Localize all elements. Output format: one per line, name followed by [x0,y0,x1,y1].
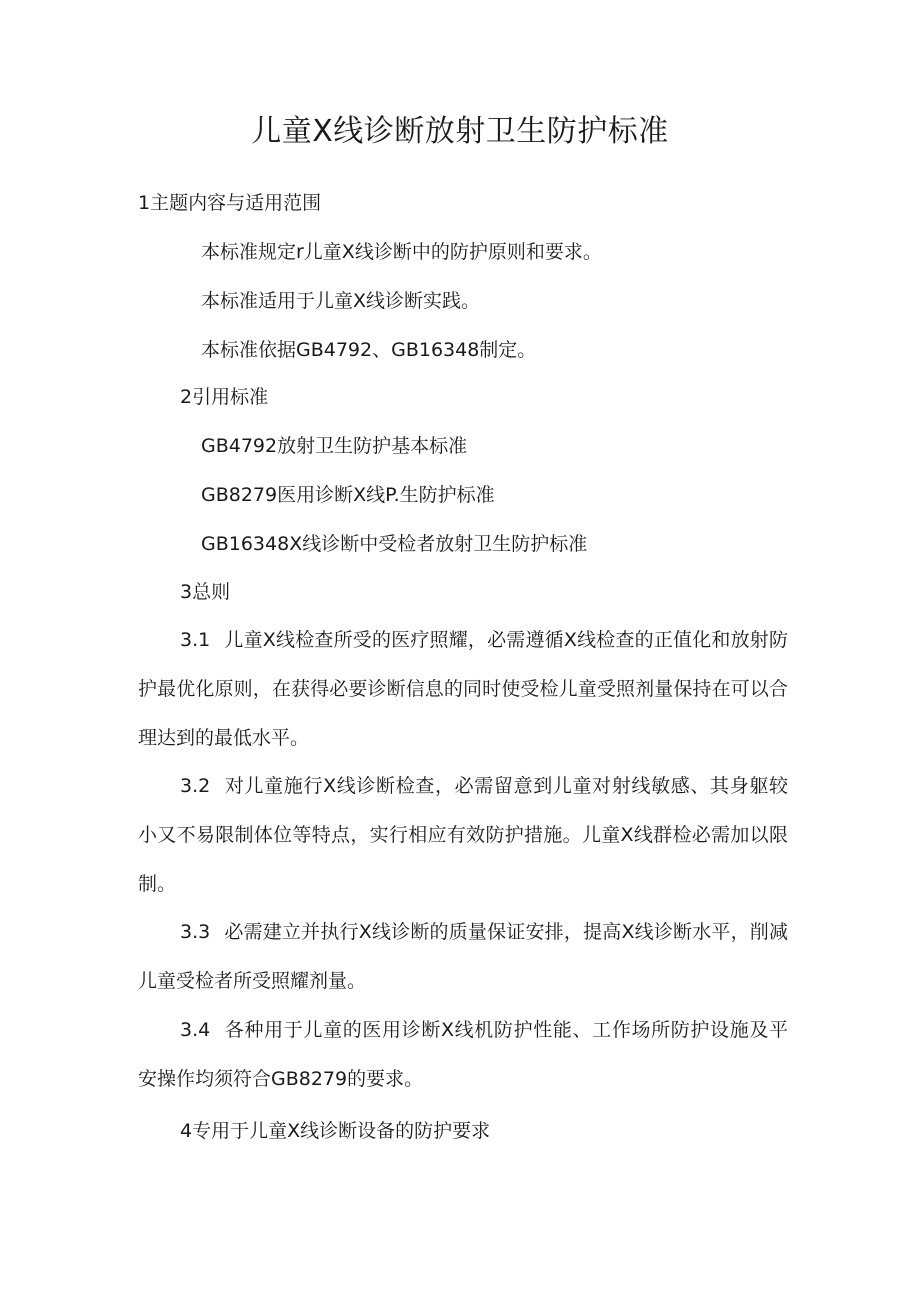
clause-text: 必需建立并执行X线诊断的质量保证安排，提高X线诊断水平，削减儿童受检者所受照耀剂量。 [138,921,788,992]
document-title: 儿童X线诊断放射卫生防护标准 [251,114,669,149]
section-3-heading: 3总则 [180,581,231,603]
clause-number: 3.2 [180,775,211,797]
clause-text: 儿童X线检查所受的医疗照耀，必需遵循X线检查的正值化和放射防护最优化原则，在获得必要诊断信息的同时使受检儿童受照剂量保持在可以合理达到的最低水平。 [138,629,788,749]
clause-3-3 [138,908,788,1006]
reference-item: GB8279医用诊断X线P.生防护标准 [201,484,495,506]
section-2-heading: 2引用标准 [180,386,269,408]
section-1-line-1: 本标准规定r儿童X线诊断中的防护原则和要求。 [201,241,602,263]
section-1-heading: 1主题内容与适用范围 [138,192,322,214]
clause-number: 3.1 [180,629,211,651]
section-4-heading: 4专用于儿童X线诊断设备的防护要求 [180,1120,491,1142]
reference-item: GB4792放射卫生防护基本标准 [201,435,468,457]
clause-text: 各种用于儿童的医用诊断X线机防护性能、工作场所防护设施及平安操作均须符合GB8279的要求。 [138,1019,788,1090]
clause-text: 对儿童施行X线诊断检查，必需留意到儿童对射线敏感、其身躯较小又不易限制体位等特点，实行相应有效防护措施。儿童X线群检必需加以限制。 [138,775,788,895]
section-1-line-2: 本标准适用于儿童X线诊断实践。 [201,290,481,312]
clause-number: 3.4 [180,1019,211,1041]
clause-3-2 [138,762,788,909]
section-1-line-3: 本标准依据GB4792、GB16348制定。 [201,339,537,361]
reference-item: GB16348X线诊断中受检者放射卫生防护标准 [201,533,588,555]
clause-number: 3.3 [180,921,211,943]
clause-3-4 [138,1006,788,1104]
clause-3-1 [138,616,788,763]
